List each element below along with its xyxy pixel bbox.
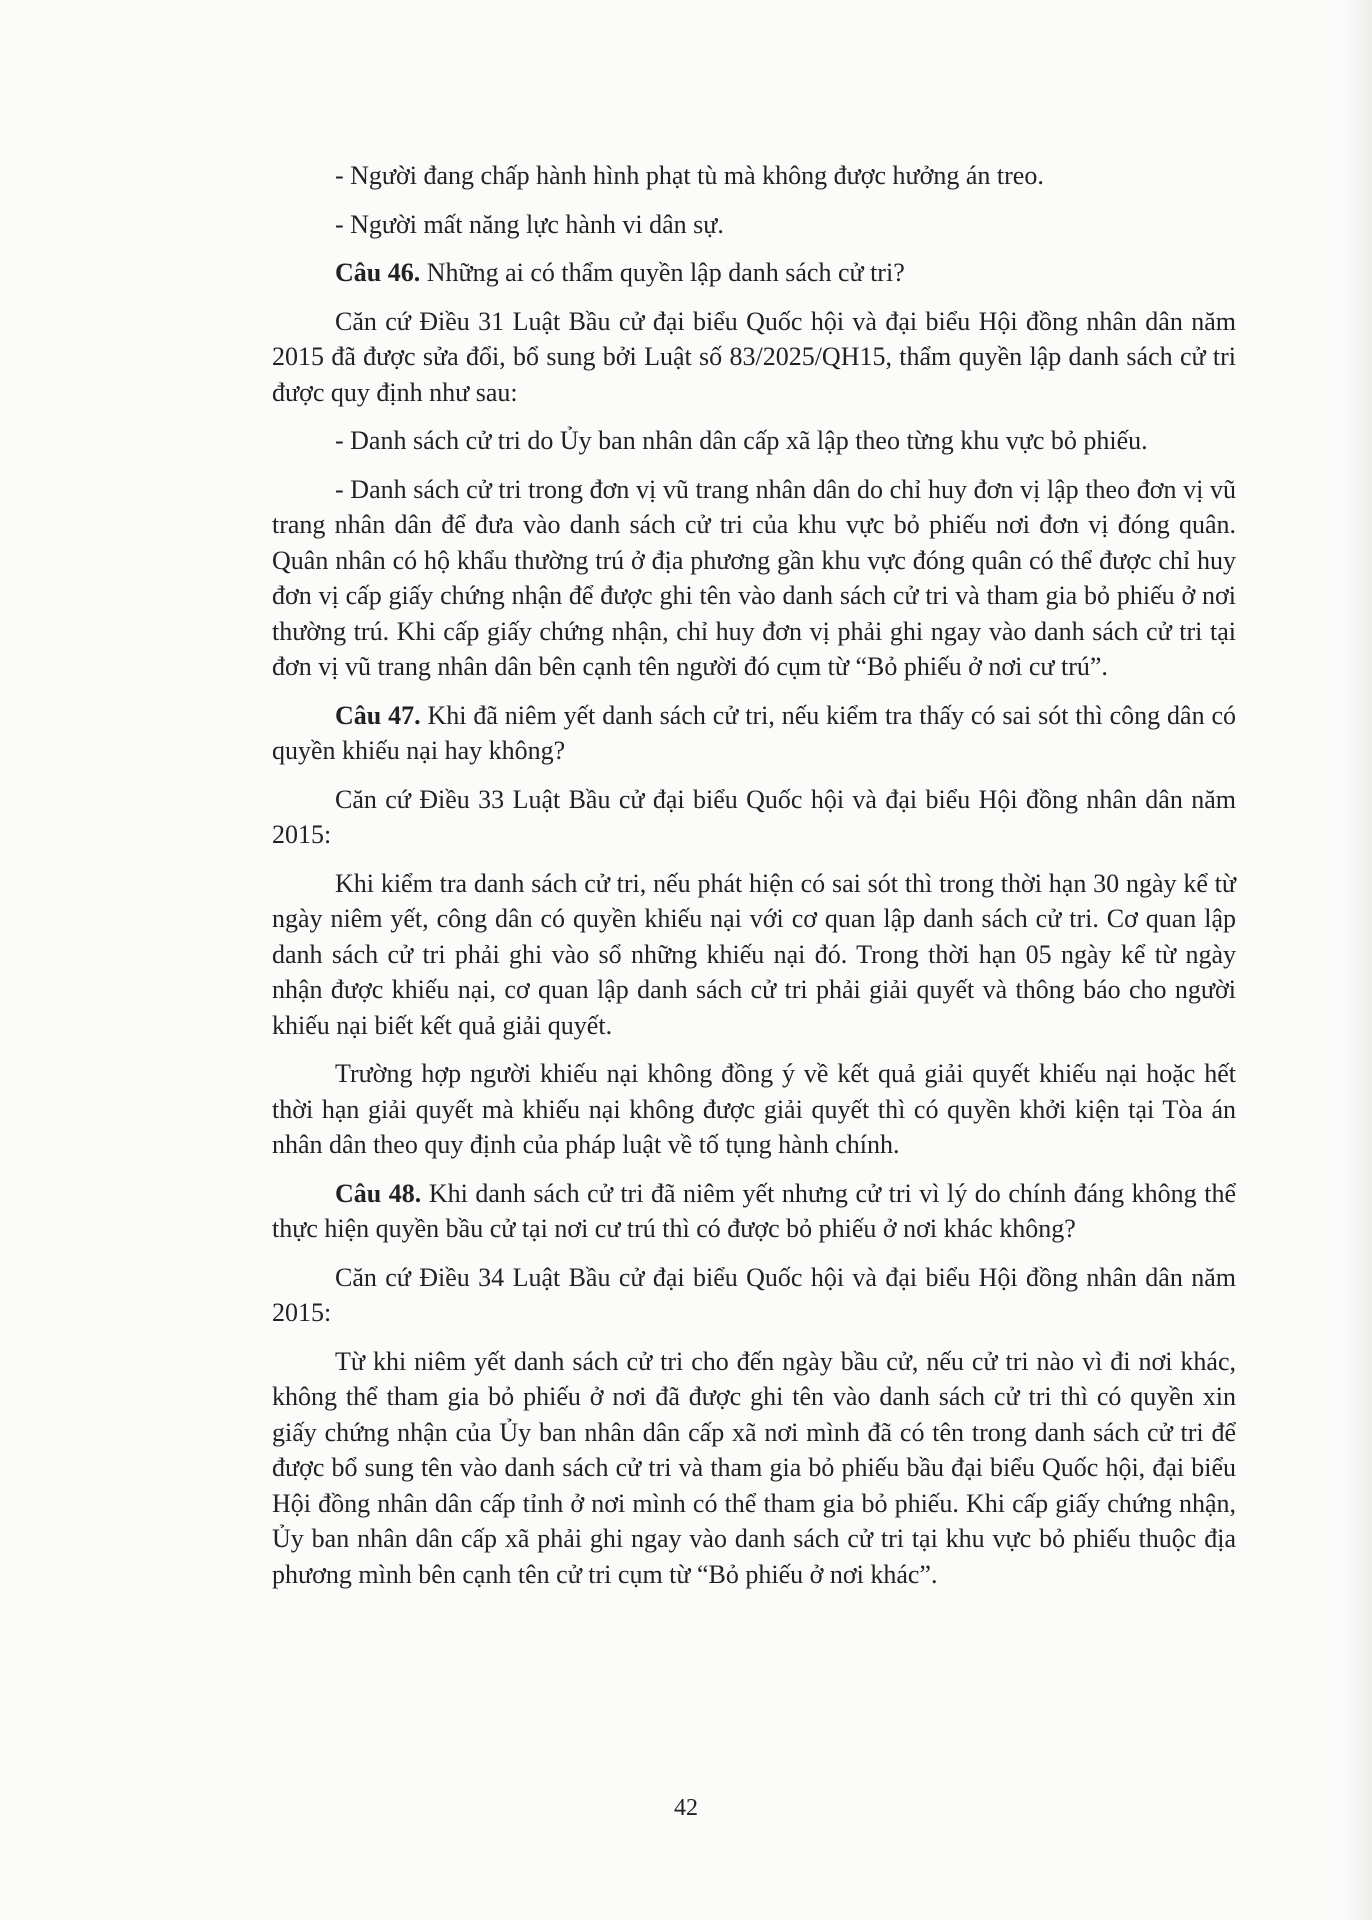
paragraph-5: - Danh sách cử tri do Ủy ban nhân dân cấp xã lập theo từng khu vực bỏ phiếu. xyxy=(335,426,1148,455)
paragraph-8: Căn cứ Điều 33 Luật Bầu cử đại biểu Quốc hội và đại biểu Hội đồng nhân dân năm 2015: xyxy=(272,784,1236,849)
paragraph-6: - Danh sách cử tri trong đơn vị vũ trang nhân dân do chỉ huy đơn vị lập theo đơn vị vũ trang nhân dân để đưa vào danh sách cử tri của khu vực bỏ phiếu nơi đơn vị đóng quân. Quân nhân có hộ khẩu thường trú ở địa phương gần khu vực đóng quân có thể được chỉ huy đơn vị cấp giấy chứng nhận để được ghi tên vào danh sách cử tri và tham gia bỏ phiếu ở nơi thường trú. Khi cấp giấy chứng nhận, chỉ huy đơn vị phải ghi ngay vào danh sách cử tri tại đơn vị vũ trang nhân dân bên cạnh tên người đó cụm từ “Bỏ phiếu ở nơi cư trú”. xyxy=(272,474,1236,681)
scan-edge-shadow xyxy=(1342,0,1372,1920)
question-label: Câu 47. xyxy=(335,700,421,730)
paragraph-12: Căn cứ Điều 34 Luật Bầu cử đại biểu Quốc hội và đại biểu Hội đồng nhân dân năm 2015: xyxy=(272,1262,1236,1327)
paragraph-10: Trường hợp người khiếu nại không đồng ý về kết quả giải quyết khiếu nại hoặc hết thời hạn giải quyết mà khiếu nại không được giải quyết thì có quyền khởi kiện tại Tòa án nhân dân theo quy định của pháp luật về tố tụng hành chính. xyxy=(272,1059,1236,1159)
paragraph-4: Căn cứ Điều 31 Luật Bầu cử đại biểu Quốc hội và đại biểu Hội đồng nhân dân năm 2015 đã được sửa đổi, bổ sung bởi Luật số 83/2025/QH15, thẩm quyền lập danh sách cử tri được quy định như sau: xyxy=(272,306,1236,407)
paragraph-2: - Người mất năng lực hành vi dân sự. xyxy=(335,209,724,239)
paragraph-13: Từ khi niêm yết danh sách cử tri cho đến ngày bầu cử, nếu cử tri nào vì đi nơi khác, không thể tham gia bỏ phiếu ở nơi đã được ghi tên vào danh sách cử tri thì có quyền xin giấy chứng nhận của Ủy ban nhân dân cấp xã nơi mình đã có tên trong danh sách cử tri để được bổ sung tên vào danh sách cử tri và tham gia bỏ phiếu bầu đại biểu Quốc hội, đại biểu Hội đồng nhân dân cấp tỉnh ở nơi mình có thể tham gia bỏ phiếu. Khi cấp giấy chứng nhận, Ủy ban nhân dân cấp xã phải ghi ngay vào danh sách cử tri tại khu vực bỏ phiếu thuộc địa phương mình bên cạnh tên cử tri cụm từ “Bỏ phiếu ở nơi khác”. xyxy=(272,1346,1236,1589)
question-label: Câu 46. xyxy=(335,258,421,287)
question-48: Câu 48. Khi danh sách cử tri đã niêm yết nhưng cử tri vì lý do chính đáng không thể thực hiện quyền bầu cử tại nơi cư trú thì có được bỏ phiếu ở nơi khác không? xyxy=(272,1178,1236,1243)
paragraph-9: Khi kiểm tra danh sách cử tri, nếu phát hiện có sai sót thì trong thời hạn 30 ngày kể từ ngày niêm yết, công dân có quyền khiếu nại với cơ quan lập danh sách cử tri. Cơ quan lập danh sách cử tri phải ghi vào sổ những khiếu nại đó. Trong thời hạn 05 ngày kể từ ngày nhận được khiếu nại, cơ quan lập danh sách cử tri phải giải quyết và thông báo cho người khiếu nại biết kết quả giải quyết. xyxy=(272,868,1236,1040)
question-47: Câu 47. Khi đã niêm yết danh sách cử tri, nếu kiểm tra thấy có sai sót thì công dân có quyền khiếu nại hay không? xyxy=(272,700,1236,765)
paragraph-1: - Người đang chấp hành hình phạt tù mà không được hưởng án treo. xyxy=(335,161,1044,190)
page-number: 42 xyxy=(674,1795,698,1821)
document-body xyxy=(272,158,1236,1605)
question-46: Câu 46. Những ai có thẩm quyền lập danh sách cử tri? xyxy=(335,258,905,287)
question-label: Câu 48. xyxy=(335,1178,422,1208)
